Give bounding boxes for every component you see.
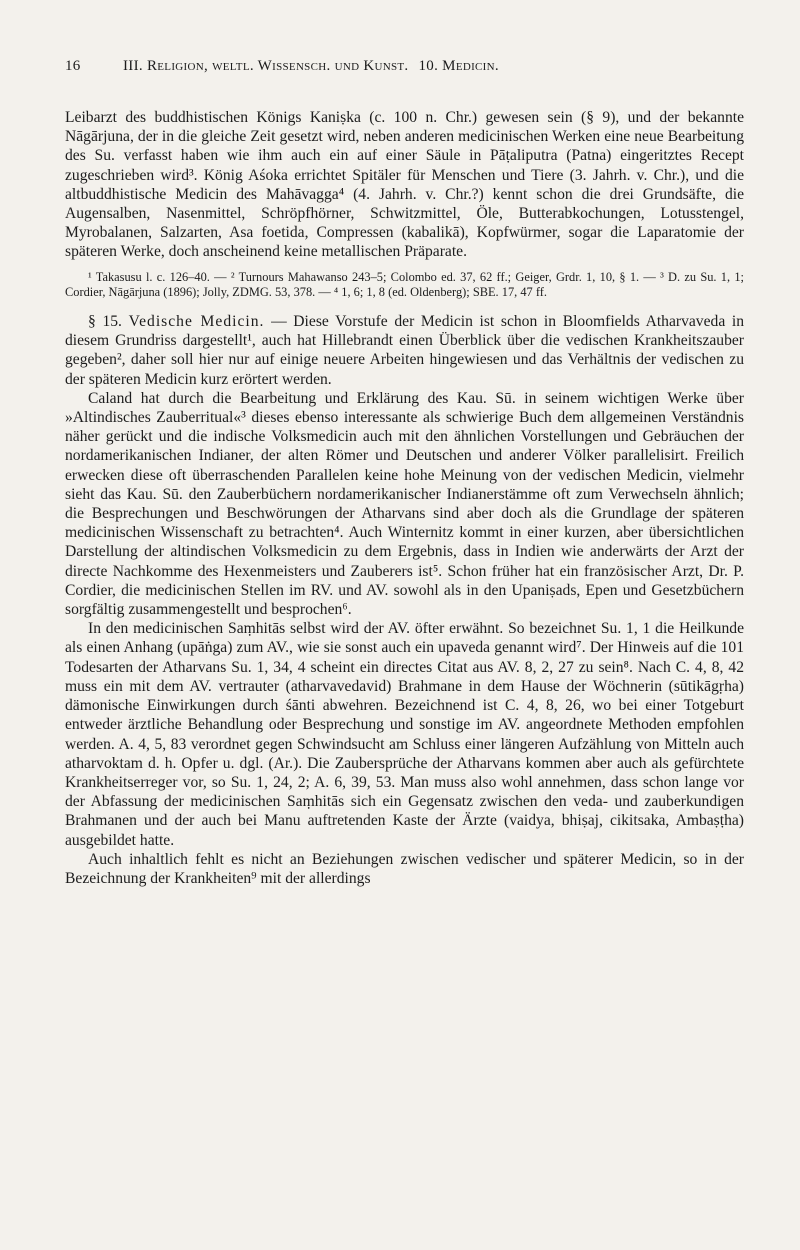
paragraph-closing: Auch inhaltlich fehlt es nicht an Beziehungen zwischen vedischer und späterer Medicin, so in der Bezeichnung der Krankheiten⁹ mit der allerdings [65,850,744,887]
page-number: 16 [65,58,81,74]
paragraph-samhitas: In den medicinischen Saṃhitās selbst wird der AV. öfter erwähnt. So bezeichnet Su. 1, 1 die Heilkunde als einen Anhang (upāṅga) zum AV., wie sie sonst auch ein upaveda genannt wird⁷. Der Hinweis auf die 101 Todesarten der Atharvans Su. 1, 34, 4 scheint ein directes Citat aus AV. 8, 2, 27 zu sein⁸. Nach C. 4, 8, 42 muss ein mit dem AV. vertrauter (atharvavedavid) Brahmane in dem Hause der Wöchnerin (sūtikāgṛha) dämonische Einwirkungen durch śānti abwehren. Bezeichnend ist C. 4, 8, 26, wo bei einer Totgeburt entweder ärztliche Behandlung oder Besprechung und sonstige im AV. angeordnete Methoden empfohlen werden. A. 4, 5, 83 verordnet gegen Schwindsucht am Schluss einer längeren Aufzählung von Mitteln auch atharvoktam d. h. Opfer u. dgl. (Ar.). Die Zaubersprüche der Atharvans kommen aber auch als gefürchtete Krankheitserreger vor, so Su. 1, 24, 2; A. 6, 39, 53. Man muss also wohl annehmen, dass schon lange vor der Abfassung der medicinischen Saṃhitās sich ein Gegensatz zwischen den veda- und zauberkundigen Brahmanen und der auch bei Manu auftretenden Kaste der Ärzte (vaidya, bhiṣaj, cikitsaka, Ambaṣṭha) ausgebildet hatte. [65,620,744,849]
paragraph-caland: Caland hat durch die Bearbeitung und Erklärung des Kau. Sū. in seinem wichtigen Werke über »Altindisches Zauberritual«³ dieses ebenso interessante als schwierige Buch dem allgemeinen Verständnis näher gerückt und die indische Volksmedicin auch mit den ähnlichen Vorstellungen und Gebräuchen der nordamerikanischen Indianer, der alten Römer und Deutschen und anderer Völker parallelisirt. Freilich erwecken diese oft überraschenden Parallelen keine hohe Meinung von der vedischen Medicin, vielmehr sieht das Kau. Sū. den Zauberbüchern nordamerikanischer Indianerstämme oft zum Verwechseln ähnlich; die Besprechungen und Beschwörungen der Atharvans sind aber doch als die Grundlage der späteren medicinischen Wissenschaft zu betrachten⁴. Auch Winternitz kommt in einer kurzen, aber übersichtlichen Darstellung der altindischen Volksmedicin zu dem Ergebnis, dass in Indien wie anderwärts der Arzt der directe Nachkomme des Hexenmeisters und Zauberers ist⁵. Schon früher hat ein französischer Arzt, Dr. P. Cordier, die medicinischen Stellen im RV. und AV. sowohl als in den Upaniṣads, Epen und Gesetzbüchern sorgfältig zusammengestellt und besprochen⁶. [65,389,744,619]
footnotes-block: ¹ Takasusu l. c. 126–40. — ² Turnours Mahawanso 243–5; Colombo ed. 37, 62 ff.; Geiger, Grdr. 1, 10, § 1. — ³ D. zu Su. 1, 1; Cordier, Nāgārjuna (1896); Jolly, ZDMG. 53, 378. — ⁴ 1, 6; 1, 8 (ed. Oldenberg); SBE. 17, 47 ff. [65,269,744,299]
running-title [123,58,499,75]
continuation-paragraph: Leibarzt des buddhistischen Königs Kaniṣka (c. 100 n. Chr.) gewesen sein (§ 9), und der bekannte Nāgārjuna, der in die gleiche Zeit gesetzt wird, neben anderen medicinischen Werken eine neue Bearbeitung des Su. verfasst haben wie ihm auch ein auf einer Säule in Pāṭaliputra (Patna) eingeritztes Recept zugeschrieben wird³. König Aśoka errichtet Spitäler für Menschen und Tiere (3. Jahrh. v. Chr.), und die altbuddhistische Medicin des Mahāvagga⁴ (4. Jahrh. v. Chr.?) kennt schon die drei Grundsäfte, die Augensalben, Nasenmittel, Schröpfhörner, Schwitzmittel, Öle, Butterabkochungen, Lotusstengel, Myrobalanen, Salzarten, Asa foetida, Compressen (kabalikā), Kopfwürmer, sogar die Laparatomie der späteren Werke, doch anscheinend keine metallischen Präparate. [65,109,744,261]
section-title: Vedische Medicin. [128,313,265,331]
running-head [65,58,744,80]
section-15-intro [65,312,744,389]
running-title-text: III. Religion, weltl. Wissensch. und Kunst. [123,58,409,74]
section-number: § 15. [88,313,122,331]
section-ref: 10. Medicin. [418,58,499,74]
section-intro-text: — Diese Vorstufe der Medicin ist schon in Bloomfields Atharvaveda in diesem Grundriss dargestellt¹, auch hat Hillebrandt einen Überblick über die vedischen Krankheitszauber gegeben², daher soll hier nur auf einige neuere Arbeiten hingewiesen und das Verhältnis der vedischen zu der späteren Medicin kurz erörtert werden. [65,313,745,388]
